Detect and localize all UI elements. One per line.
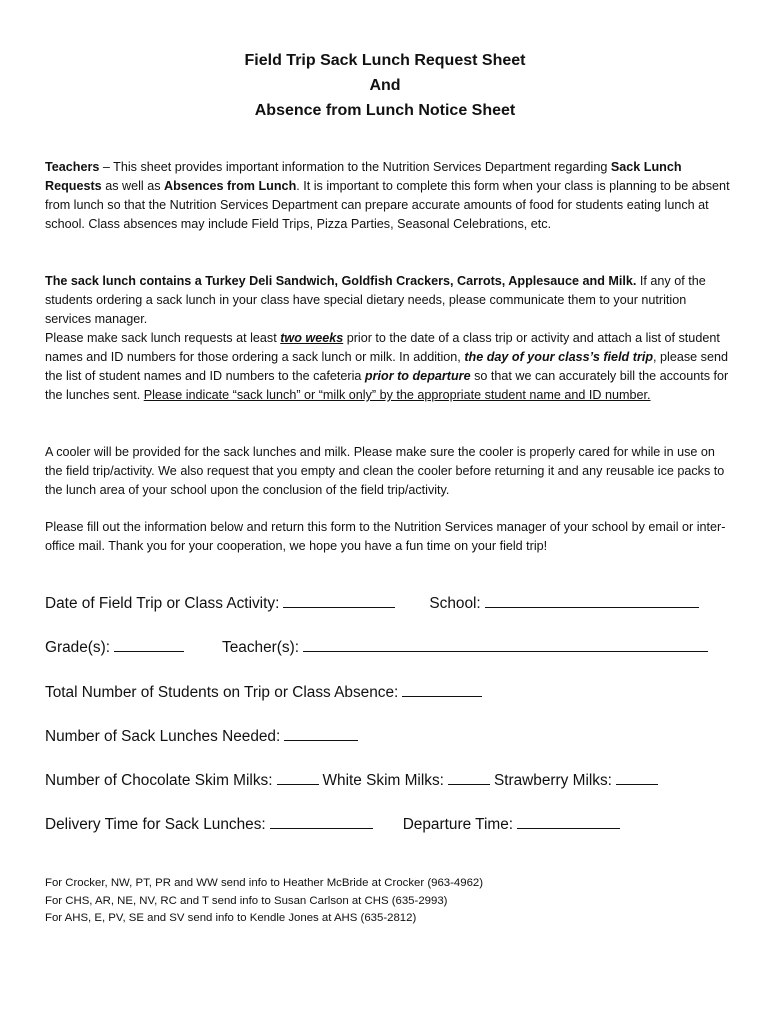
closing-paragraph: Please fill out the information below and return this form to the Nutrition Services manager of your school by email or inter-office mail. Thank you for your cooperation, we hope you have a fun time on your field trip! <box>45 520 726 553</box>
form-row-milks <box>45 769 658 791</box>
grade-label: Grade(s): <box>45 639 110 656</box>
white-milk-field[interactable] <box>448 769 490 785</box>
form-row-sack-needed <box>45 725 358 747</box>
sack-contents: The sack lunch contains a Turkey Deli Sandwich, Goldfish Crackers, Carrots, Applesauce and Milk. <box>45 274 637 288</box>
contact-line-chs: For CHS, AR, NE, NV, RC and T send info to Susan Carlson at CHS (635-2993) <box>45 894 448 907</box>
date-field[interactable] <box>283 592 395 608</box>
delivery-label: Delivery Time for Sack Lunches: <box>45 816 266 833</box>
request-text-c: , please send the list of student names and ID numbers to the cafeteria <box>45 350 728 383</box>
contact-line-ahs: For AHS, E, PV, SE and SV send info to Kendle Jones at AHS (635-2812) <box>45 912 417 924</box>
request-text-a: Please make sack lunch requests at least <box>45 331 281 345</box>
choc-milk-field[interactable] <box>277 769 319 785</box>
departure-field[interactable] <box>517 813 620 829</box>
day-of-emphasis: the day of your class’s field trip <box>464 350 654 364</box>
intro-bold-2: Absences from Lunch <box>164 179 297 193</box>
prior-departure-emphasis: prior to departure <box>364 369 471 383</box>
document-title <box>0 48 770 123</box>
contact-line-crocker: For Crocker, NW, PT, PR and WW send info to Heather McBride at Crocker (963-4962) <box>45 877 484 889</box>
intro-text-2: as well as <box>101 179 164 193</box>
form-row-total <box>45 681 482 703</box>
two-weeks-emphasis: two weeks <box>280 331 344 345</box>
sack-dietary-text: If any of the students ordering a sack lunch in your class have special dietary needs, please communicate them to your nutrition services manager. <box>45 274 706 326</box>
form-row-date-school <box>45 592 699 614</box>
departure-label: Departure Time: <box>402 816 514 833</box>
intro-text-3: . It is important to complete this form when your class is planning to be absent from lunch so that the Nutrition Services Department can prepare accurate amounts of food for students eating lunch at school. Class absences may include Field Trips, Pizza Parties, Seasonal Celebrations, etc. <box>45 179 730 231</box>
choc-milk-label: Number of Chocolate Skim Milks: <box>45 772 273 789</box>
teacher-field[interactable] <box>303 636 708 652</box>
school-label: School: <box>429 595 481 612</box>
cooler-paragraph: A cooler will be provided for the sack lunches and milk. Please make sure the cooler is properly cared for while in use on the field trip/activity. We also request that you empty and clean the cooler before returning it and any reusable ice packs to the lunch area of your school upon the conclusion of the field trip/activity. <box>45 445 725 497</box>
request-text-b: prior to the date of a class trip or activity and attach a list of student names and ID numbers for those ordering a sack lunch or milk. In addition, <box>45 331 720 364</box>
teacher-label: Teacher(s): <box>222 639 299 656</box>
contact-footer <box>45 875 483 928</box>
total-label: Total Number of Students on Trip or Class Absence: <box>45 684 399 701</box>
request-text-d: so that we can accurately bill the accounts for the lunches sent. <box>45 369 729 402</box>
intro-lead: Teachers <box>45 160 100 174</box>
white-milk-label: White Skim Milks: <box>322 772 444 789</box>
straw-milk-field[interactable] <box>616 769 658 785</box>
title-line-3: Absence from Lunch Notice Sheet <box>254 102 516 119</box>
title-line-2: And <box>369 77 401 94</box>
straw-milk-label: Strawberry Milks: <box>493 772 612 789</box>
grade-field[interactable] <box>114 636 184 652</box>
sack-needed-field[interactable] <box>284 725 358 741</box>
title-line-1: Field Trip Sack Lunch Request Sheet <box>244 52 526 69</box>
school-field[interactable] <box>485 592 699 608</box>
indicate-instruction: Please indicate “sack lunch” or “milk only” by the appropriate student name and ID number. <box>143 388 651 402</box>
form-row-delivery-departure <box>45 813 620 835</box>
form-row-grade-teacher <box>45 636 708 658</box>
sack-request-paragraph <box>45 329 735 405</box>
intro-bold-1: Sack Lunch Requests <box>45 160 682 193</box>
date-label: Date of Field Trip or Class Activity: <box>45 595 280 612</box>
sack-lunch-paragraph <box>45 272 735 405</box>
sack-needed-label: Number of Sack Lunches Needed: <box>45 728 281 745</box>
intro-paragraph <box>45 158 735 234</box>
total-field[interactable] <box>402 681 482 697</box>
intro-text-1: – This sheet provides important information to the Nutrition Services Department regarding <box>99 160 611 174</box>
delivery-field[interactable] <box>270 813 373 829</box>
